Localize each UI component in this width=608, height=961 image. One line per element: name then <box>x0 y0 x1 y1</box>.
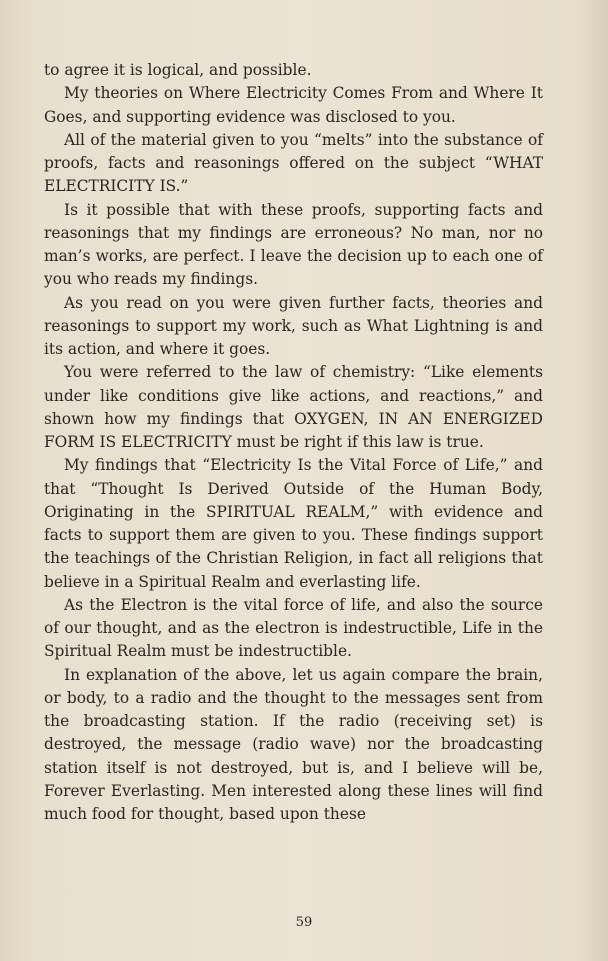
paragraph-4: Is it possible that with these proofs, supporting facts and reasonings that my findings are erroneous? No man, nor no man’s works, are perfect. I leave the decision up to each one of you who reads my findings. <box>44 200 543 289</box>
paragraph-2: My theories on Where Electricity Comes From and Where It Goes, and supporting evidence was disclosed to you. <box>44 84 543 126</box>
paragraph-3: All of the material given to you “melts” into the substance of proofs, facts and reasonings offered on the subject “WHAT ELECTRICITY IS.” <box>44 130 543 196</box>
paragraph-9: In explanation of the above, let us again compare the brain, or body, to a radio and the thought to the messages sent from the broadcasting station. If the radio (receiving set) is destroyed, the message (radio wave) nor the broadcasting station itself is not destroyed, but is, and I believe will be, Forever Everlasting. Men interested along these lines will find much food for thought, based upon these <box>44 665 543 823</box>
page-number: 59 <box>295 915 313 930</box>
body-text <box>44 59 543 826</box>
paragraph-8: As the Electron is the vital force of life, and also the source of our thought, and as the electron is indestructible, Life in the Spiritual Realm must be indestructible. <box>44 595 543 661</box>
paragraph-1: to agree it is logical, and possible. <box>44 61 312 79</box>
paragraph-5: As you read on you were given further facts, theories and reasonings to support my work, such as What Lightning is and its action, and where it goes. <box>44 293 543 358</box>
paragraph-7: My findings that “Electricity Is the Vital Force of Life,” and that “Thought Is Derived Outside of the Human Body, Originating in the SPIRITUAL REALM,” with evidence and facts to support them are given to you. These findings support the teachings of the Christian Religion, in fact all religions that believe in a Spiritual Realm and everlasting life. <box>44 456 543 591</box>
paragraph-6: You were referred to the law of chemistry: “Like elements under like conditions give like actions, and reactions,” and shown how my findings that OXYGEN, IN AN ENERGIZED FORM IS ELECTRICITY must be right if this law is true. <box>44 363 543 451</box>
